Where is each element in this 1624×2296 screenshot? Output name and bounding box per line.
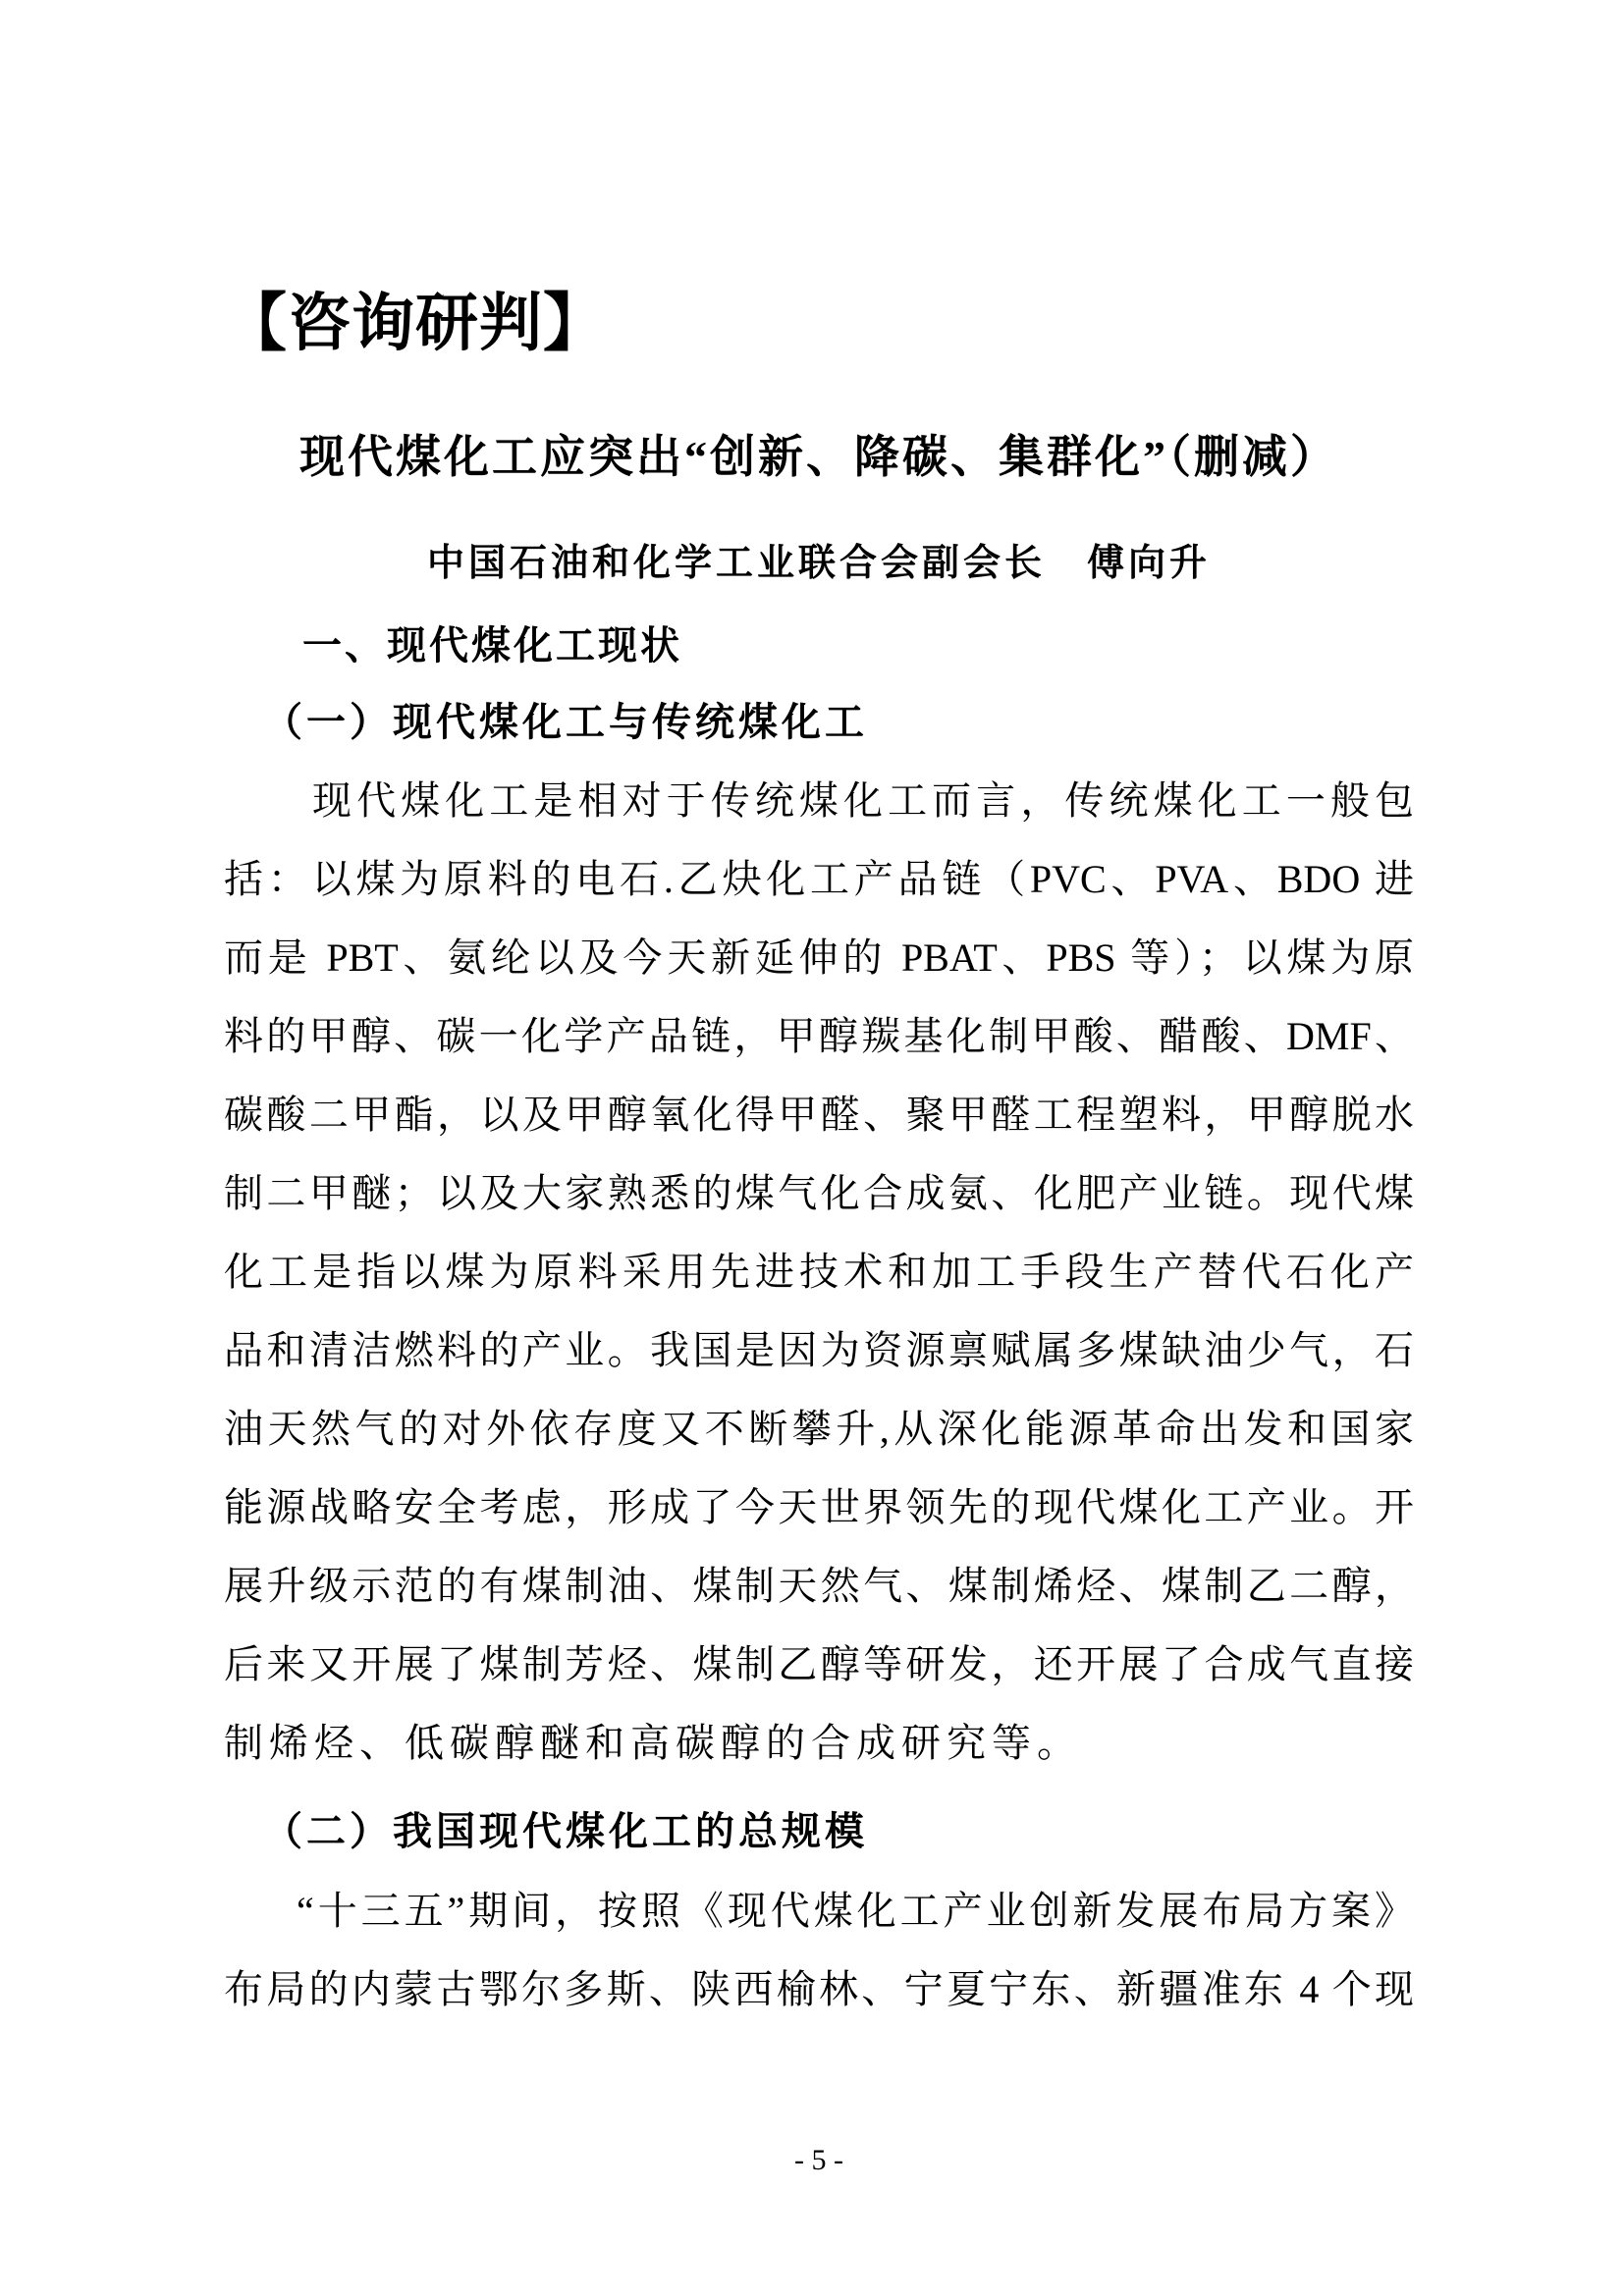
paragraph-line: 展升级示范的有煤制油、煤制天然气、煤制烯烃、煤制乙二醇， (224, 1564, 1414, 1608)
paragraph-line: 后来又开展了煤制芳烃、煤制乙醇等研发，还开展了合成气直接 (224, 1642, 1414, 1686)
paragraph-line: 制二甲醚；以及大家熟悉的煤气化合成氨、化肥产业链。现代煤 (224, 1171, 1414, 1215)
paragraph-2 (224, 1872, 1414, 2029)
document-content (224, 0, 1414, 2029)
paragraph-line: 布局的内蒙古鄂尔多斯、陕西榆林、宁夏宁东、新疆准东 4 个现 (224, 1967, 1414, 2011)
paragraph-line: “十三五”期间，按照《现代煤化工产业创新发展布局方案》 (297, 1889, 1414, 1933)
paragraph-line: 油天然气的对外依存度又不断攀升,从深化能源革命出发和国家 (224, 1407, 1414, 1451)
heading-level-2-second: （二）我国现代煤化工的总规模 (263, 1809, 868, 1853)
paragraph-line: 品和清洁燃料的产业。我国是因为资源禀赋属多煤缺油少气，石 (224, 1328, 1414, 1372)
page-number: - 5 - (794, 2144, 843, 2176)
article-title: 现代煤化工应突出“创新、降碳、集群化”（删减） (299, 432, 1338, 482)
paragraph-line: 能源战略安全考虑，形成了今天世界领先的现代煤化工产业。开 (224, 1485, 1414, 1529)
paragraph-1 (224, 762, 1414, 1783)
article-byline: 中国石油和化学工业联合会副会长 傅向升 (426, 543, 1211, 584)
section-tag: 【咨询研判】 (224, 289, 607, 358)
paragraph-line: 制烯烃、低碳醇醚和高碳醇的合成研究等。 (224, 1721, 1082, 1765)
paragraph-line: 而是 PBT、氨纶以及今天新延伸的 PBAT、PBS 等）；以煤为原 (224, 935, 1414, 980)
paragraph-line: 括：以煤为原料的电石.乙炔化工产品链（PVC、PVA、BDO 进 (224, 857, 1414, 901)
paragraph-line: 化工是指以煤为原料采用先进技术和加工手段生产替代石化产 (224, 1250, 1414, 1294)
paragraph-line: 料的甲醇、碳一化学产品链，甲醇羰基化制甲酸、醋酸、DMF、 (224, 1014, 1414, 1058)
paragraph-line: 碳酸二甲酯，以及甲醇氧化得甲醛、聚甲醛工程塑料，甲醇脱水 (224, 1093, 1414, 1137)
paragraph-line: 现代煤化工是相对于传统煤化工而言，传统煤化工一般包 (312, 778, 1414, 823)
heading-level-1: 一、现代煤化工现状 (302, 624, 682, 667)
heading-level-2-first: （一）现代煤化工与传统煤化工 (263, 700, 868, 744)
